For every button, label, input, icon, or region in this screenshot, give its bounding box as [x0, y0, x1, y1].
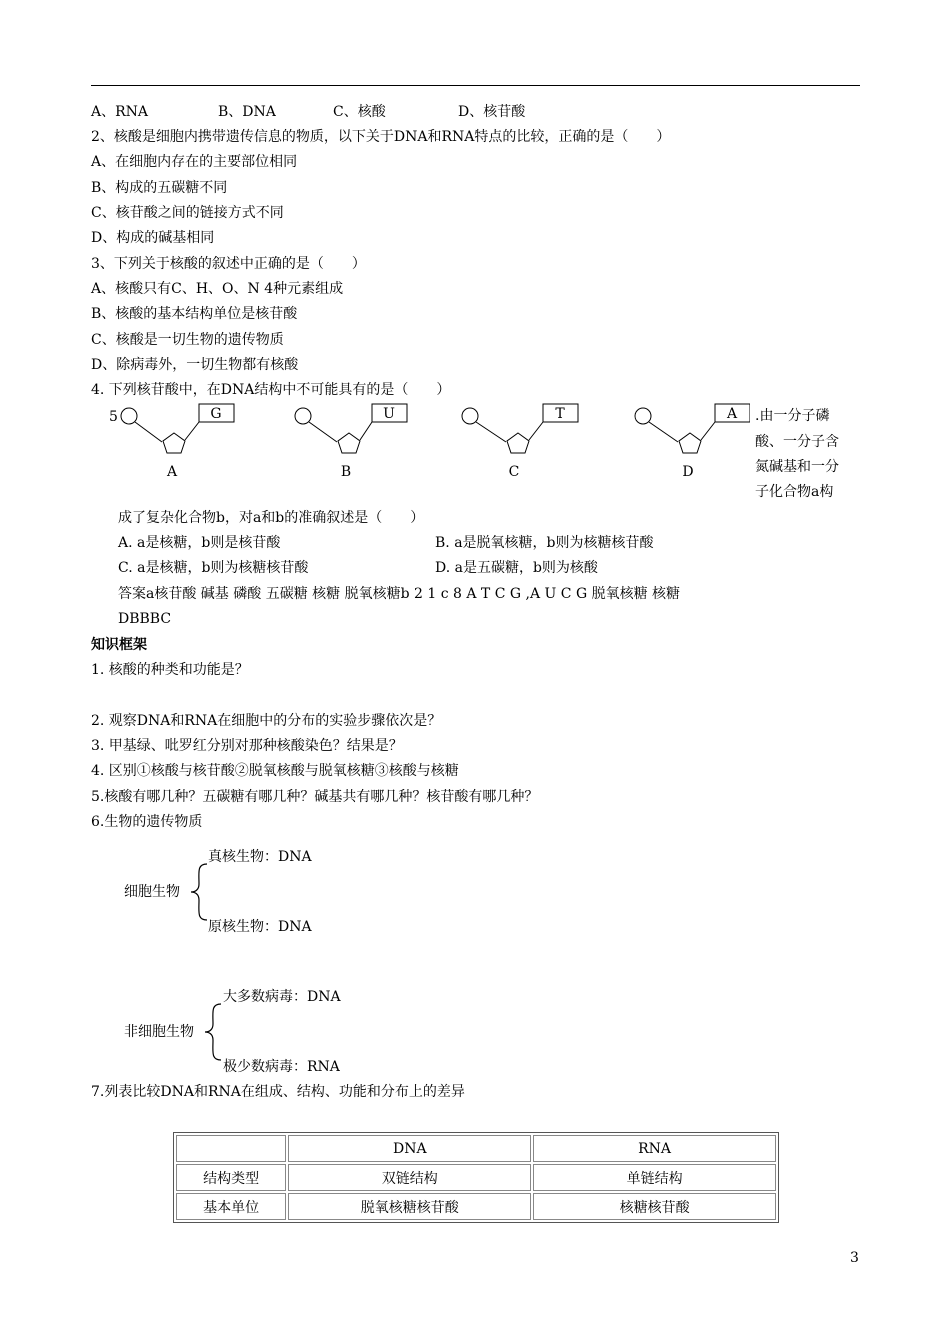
nucleotide-a-label: A: [166, 464, 178, 480]
q4-stem: 4. 下列核苷酸中，在DNA结构中不可能具有的是（ ）: [91, 382, 451, 398]
q2-option-c: C、核苷酸之间的链接方式不同: [91, 205, 284, 221]
table-header-cell: DNA: [288, 1135, 531, 1162]
q2-option-a: A、在细胞内存在的主要部位相同: [91, 154, 298, 170]
q3-stem: 3、下列关于核酸的叙述中正确的是（ ）: [91, 256, 366, 272]
nucleotide-b: [295, 404, 407, 480]
table-cell: 脱氧核糖核苷酸: [288, 1193, 531, 1220]
q2-option-d: D、构成的碱基相同: [91, 230, 215, 246]
eukaryote-item: 真核生物：DNA: [208, 849, 312, 865]
nucleotide-b-base: U: [383, 406, 395, 422]
q2-stem: 2、核酸是细胞内携带遗传信息的物质，以下关于DNA和RNA特点的比较，正确的是（ ）: [91, 129, 671, 145]
table-row: [176, 1193, 776, 1220]
nucleotide-c-base: T: [555, 406, 565, 422]
table-row: [176, 1164, 776, 1191]
framework-item-5: 5.核酸有哪几种？五碳糖有哪几种？碱基共有哪几种？核苷酸有哪几种？: [91, 789, 539, 805]
nucleotide-d-label: D: [682, 464, 694, 480]
nucleotide-a-base: G: [210, 406, 222, 422]
table-cell: 结构类型: [176, 1164, 286, 1191]
nucleotide-c-label: C: [508, 464, 520, 480]
nucleotide-c: [462, 404, 578, 480]
answer-line-1: 答案a核苷酸 碱基 磷酸 五碳糖 核糖 脱氧核糖b 2 1 c 8 A T C G ,A U C G 脱氧核糖 核糖: [118, 586, 681, 602]
framework-item-1: 1. 核酸的种类和功能是？: [91, 662, 249, 678]
prokaryote-item: 原核生物：DNA: [208, 919, 312, 935]
framework-heading: 知识框架: [91, 637, 147, 653]
q5-side-line-2: 酸、一分子含: [755, 434, 839, 450]
q1-option-d: D、核苷酸: [458, 104, 526, 120]
q2-option-b: B、构成的五碳糖不同: [91, 180, 228, 196]
q5-option-c: C. a是核糖，b则为核糖核苷酸: [118, 560, 309, 576]
q5-option-d: D. a是五碳糖，b则为核酸: [435, 560, 598, 576]
q1-option-c: C、核酸: [333, 104, 386, 120]
q1-option-a: A、RNA: [91, 104, 149, 120]
q3-option-b: B、核酸的基本结构单位是核苷酸: [91, 306, 298, 322]
table-header-cell: [176, 1135, 286, 1162]
q3-option-c: C、核酸是一切生物的遗传物质: [91, 332, 284, 348]
cell-brace: [189, 862, 209, 922]
framework-item-6: 6.生物的遗传物质: [91, 814, 203, 830]
most-viruses-item: 大多数病毒：DNA: [223, 989, 341, 1005]
nucleotide-d-base: A: [726, 406, 738, 422]
table-cell: 基本单位: [176, 1193, 286, 1220]
nucleotide-a: [121, 404, 234, 480]
table-header-cell: RNA: [533, 1135, 776, 1162]
page-number: 3: [850, 1250, 859, 1266]
table-cell: 双链结构: [288, 1164, 531, 1191]
framework-item-4: 4. 区别①核酸与核苷酸②脱氧核酸与脱氧核糖③核酸与核糖: [91, 763, 459, 779]
framework-item-2: 2. 观察DNA和RNA在细胞中的分布的实验步骤依次是？: [91, 713, 442, 729]
noncell-brace: [203, 1002, 223, 1062]
cell-organism-label: 细胞生物: [124, 884, 180, 900]
nucleotide-b-label: B: [340, 464, 352, 480]
q5-side-line-1: .由一分子磷: [755, 408, 830, 424]
q5-side-line-3: 氮碱基和一分: [755, 459, 839, 475]
framework-item-7: 7.列表比较DNA和RNA在组成、结构、功能和分布上的差异: [91, 1084, 465, 1100]
dna-rna-comparison-table: [173, 1132, 779, 1223]
strand-end-mark: 5: [109, 409, 118, 425]
answer-line-2: DBBBC: [118, 611, 172, 627]
q5-side-line-4: 子化合物a构: [755, 484, 834, 500]
framework-item-3: 3. 甲基绿、吡罗红分别对那种核酸染色？结果是？: [91, 738, 403, 754]
q3-option-a: A、核酸只有C、H、O、N 4种元素组成: [91, 281, 344, 297]
header-rule: [91, 85, 860, 86]
q3-option-d: D、除病毒外，一切生物都有核酸: [91, 357, 299, 373]
q5-stem-continued: 成了复杂化合物b，对a和b的准确叙述是（ ）: [118, 510, 425, 526]
nucleotide-diagram: [100, 398, 750, 483]
noncell-organism-label: 非细胞生物: [124, 1024, 194, 1040]
table-cell: 核糖核苷酸: [533, 1193, 776, 1220]
table-header-row: [176, 1135, 776, 1162]
q5-option-a: A. a是核糖，b则是核苷酸: [118, 535, 281, 551]
q5-option-b: B. a是脱氧核糖，b则为核糖核苷酸: [435, 535, 654, 551]
few-viruses-item: 极少数病毒：RNA: [223, 1059, 340, 1075]
nucleotide-d: [635, 404, 750, 480]
table-cell: 单链结构: [533, 1164, 776, 1191]
q1-option-b: B、DNA: [218, 104, 276, 120]
